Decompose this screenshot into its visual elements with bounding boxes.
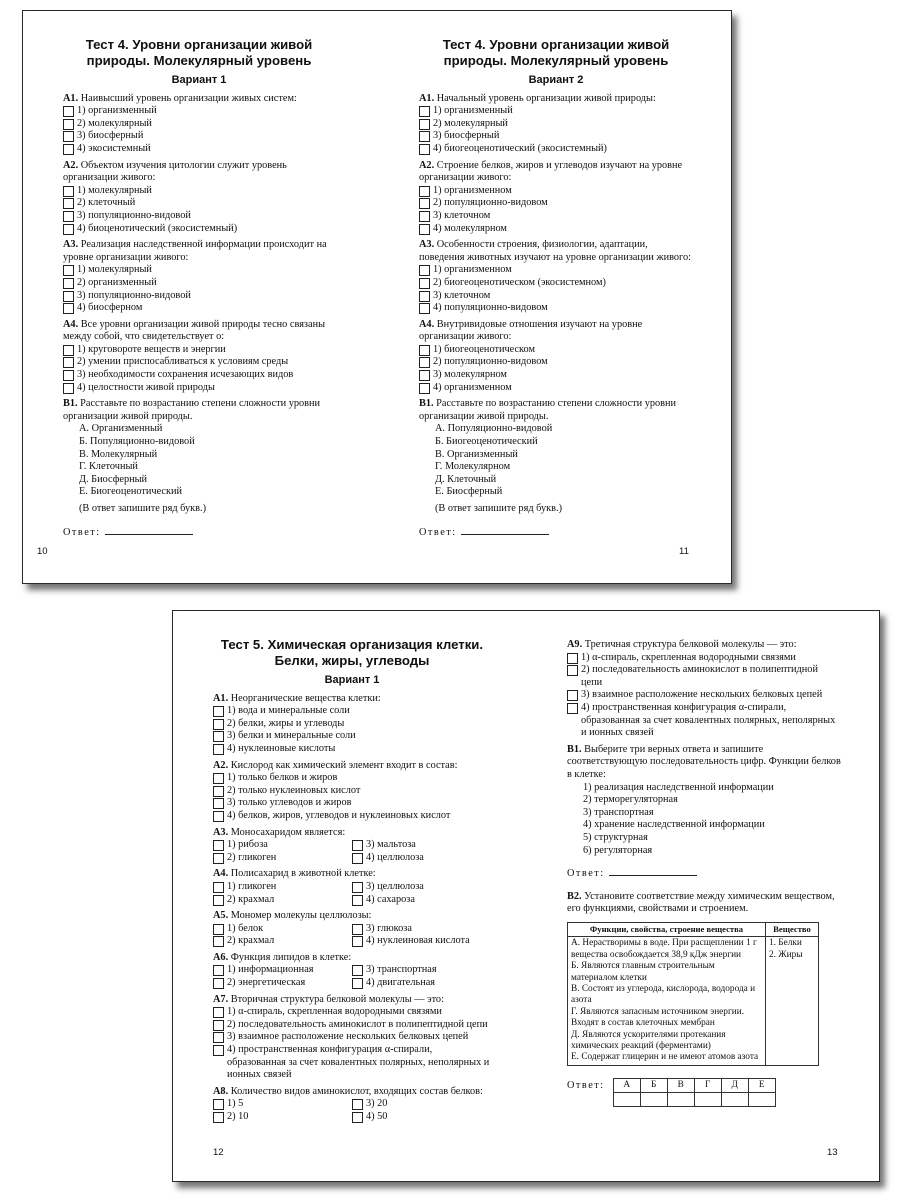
answer-checkbox[interactable] <box>213 924 224 935</box>
test-title: Тест 4. Уровни организации живой природы. Молекулярный уровень <box>442 37 670 68</box>
question-text: Вторичная структура белковой молекулы — это: <box>230 993 444 1005</box>
question-a3 <box>63 239 335 315</box>
option-label: 2) популяционно-видовом <box>433 197 548 209</box>
answer-checkbox[interactable] <box>419 345 430 356</box>
list-item: 5) структурная <box>583 831 648 843</box>
option-label: 2) популяционно-видовом <box>433 356 548 368</box>
instruction-note: (В ответ запишите ряд букв.) <box>435 503 562 514</box>
answer-checkbox[interactable] <box>63 198 74 209</box>
answer-checkbox[interactable] <box>213 895 224 906</box>
answer-checkbox[interactable] <box>213 719 224 730</box>
option-label: 1) организменном <box>433 184 512 196</box>
column-header: Вещество <box>766 922 819 936</box>
option-label: 4) нуклеиновые кислоты <box>227 742 336 754</box>
question-a2 <box>213 760 491 823</box>
test-title: Тест 4. Уровни организации живой природы. Молекулярный уровень <box>85 37 313 68</box>
question-text: Строение белков, жиров и углеводов изучают на уровне организации живого: <box>419 159 683 184</box>
answer-checkbox[interactable] <box>419 211 430 222</box>
list-item: В. Молекулярный <box>79 448 158 460</box>
question-number: А8. <box>213 1085 229 1097</box>
option-label: 3) мальтоза <box>366 839 416 851</box>
answer-checkbox[interactable] <box>213 1045 224 1056</box>
option-label: 2) умении приспосабливаться к условиям среды <box>77 356 289 368</box>
question-a3 <box>419 239 693 315</box>
question-number: А2. <box>419 159 435 171</box>
list-item: Д. Клеточный <box>435 473 497 485</box>
answer-cell[interactable] <box>694 1092 721 1106</box>
option-label: 2) энергетическая <box>227 977 306 989</box>
answer-checkbox[interactable] <box>419 383 430 394</box>
question-text: Функция липидов в клетке: <box>230 951 352 963</box>
answer-cell[interactable] <box>640 1092 667 1106</box>
option-label: 2) крахмал <box>227 893 275 905</box>
question-number: А3. <box>419 239 435 251</box>
answer-checkbox[interactable] <box>213 1099 224 1110</box>
question-a4 <box>63 319 335 395</box>
option-label: 3) только углеводов и жиров <box>227 797 352 809</box>
option-label: 3) взаимное расположение нескольких белковых цепей <box>581 689 823 701</box>
page-number: 11 <box>679 546 689 557</box>
question-text: Установите соответствие между химическим веществом, его функциями, свойствами и строением. <box>567 890 835 915</box>
question-number: А2. <box>213 759 229 771</box>
option-label: 2) крахмал <box>227 935 275 947</box>
option-label: 3) биосферный <box>433 130 500 142</box>
question-text: Третичная структура белковой молекулы — это: <box>584 639 797 650</box>
answer-label: Ответ: <box>567 1079 605 1091</box>
table-cell-item: В. Состоят из углерода, кислорода, водорода и азота <box>571 983 756 1006</box>
answer-checkbox[interactable] <box>567 703 578 714</box>
question-text: Выберите три верных ответа и запишите соответствующую последовательность цифр. Функции белков в клетке: <box>567 743 841 780</box>
question-text: Мономер молекулы целлюлозы: <box>230 910 372 922</box>
table-row <box>568 937 819 1065</box>
question-text: Наивысший уровень организации живых систем: <box>80 92 297 104</box>
question-text: Особенности строения, физиологии, адаптации, поведения животных изучают на уровне организации живого: <box>419 239 692 263</box>
answer-checkbox[interactable] <box>63 291 74 302</box>
option-label: 4) молекулярном <box>433 222 507 234</box>
option-label: 4) популяционно-видовом <box>433 302 548 314</box>
answer-label: Ответ: <box>567 868 605 880</box>
answer-checkbox[interactable] <box>213 978 224 989</box>
variant-label: Вариант 2 <box>528 74 584 86</box>
answer-label: Ответ: <box>419 526 457 538</box>
answer-letter: Д <box>721 1078 748 1092</box>
table-cell <box>568 937 766 1065</box>
question-a5 <box>213 910 491 948</box>
option-label: 4) пространственная конфигурация α-спирали, образованная за счет ковалентных полярных, неполярных и ионных связей <box>227 1044 490 1081</box>
question-a4 <box>213 868 491 906</box>
answer-checkbox[interactable] <box>352 840 363 851</box>
instruction-note: (В ответ запишите ряд букв.) <box>79 503 206 514</box>
list-item: А. Организменный <box>79 423 163 435</box>
table-header-row <box>568 922 819 936</box>
table-cell-item: А. Нерастворимы в воде. При расщеплении 1 г вещества освобождается 38,9 кДж энергии <box>571 938 757 960</box>
answer-checkbox[interactable] <box>213 731 224 742</box>
answer-letter: Е <box>748 1078 775 1092</box>
list-item: Г. Клеточный <box>79 461 138 473</box>
list-item: 3) транспортная <box>583 806 654 818</box>
test-title: Тест 5. Химическая организация клетки. Белки, жиры, углеводы <box>220 637 484 668</box>
page-spread-1 <box>22 10 732 584</box>
option-label: 3) популяционно-видовой <box>77 289 191 301</box>
option-label: 4) биоценотический (экосистемный) <box>77 222 238 234</box>
question-a1 <box>213 693 491 756</box>
variant-label: Вариант 1 <box>324 674 380 686</box>
answer-checkbox[interactable] <box>63 370 74 381</box>
question-number: В1. <box>567 743 582 755</box>
answer-checkbox[interactable] <box>213 744 224 755</box>
answer-checkbox[interactable] <box>419 370 430 381</box>
answer-checkbox[interactable] <box>63 345 74 356</box>
answer-checkbox[interactable] <box>419 198 430 209</box>
list-item: В. Организменный <box>435 448 518 460</box>
question-text: Объектом изучения цитологии служит уровень организации живого: <box>63 159 287 184</box>
question-text: Кислород как химический элемент входит в состав: <box>230 759 458 771</box>
option-label: 2) последовательность аминокислот в полипептидной цепи <box>227 1018 488 1030</box>
question-number: А4. <box>213 868 229 880</box>
question-a2 <box>63 160 335 236</box>
option-label: 3) взаимное расположение нескольких белковых цепей <box>227 1031 469 1043</box>
answer-checkbox[interactable] <box>63 278 74 289</box>
option-label: 1) организменном <box>433 264 512 276</box>
answer-checkbox[interactable] <box>352 853 363 864</box>
option-label: 2) 10 <box>227 1111 249 1122</box>
question-b2 <box>567 891 841 916</box>
answer-checkbox[interactable] <box>419 357 430 368</box>
answer-line[interactable] <box>105 524 193 535</box>
option-label: 4) нуклеиновая кислота <box>366 935 470 947</box>
column-variant-2 <box>419 37 693 539</box>
option-label: 1) α-спираль, скрепленная водородными связями <box>581 651 796 663</box>
list-item: Б. Биогеоценотический <box>435 436 538 448</box>
answer-line[interactable] <box>461 524 549 535</box>
option-label: 1) гликоген <box>227 880 277 892</box>
option-label: 4) организменном <box>433 381 512 393</box>
answer-checkbox[interactable] <box>352 1099 363 1110</box>
question-number: А2. <box>63 159 79 171</box>
answer-checkbox[interactable] <box>63 224 74 235</box>
answer-letter: Г <box>694 1078 721 1092</box>
option-label: 3) транспортная <box>366 964 437 976</box>
table-cell <box>766 937 819 1065</box>
option-label: 3) 20 <box>366 1098 388 1110</box>
option-label: 2) молекулярный <box>77 117 152 129</box>
question-text: Внутривидовые отношения изучают на уровне организации живого: <box>419 318 643 343</box>
page-number: 13 <box>827 1147 838 1158</box>
option-label: 4) биосферном <box>77 302 143 314</box>
page-number: 12 <box>213 1147 224 1158</box>
answer-checkbox[interactable] <box>419 131 430 142</box>
option-label: 1) белок <box>227 922 264 934</box>
question-number: А3. <box>63 239 79 251</box>
question-a8 <box>213 1086 491 1124</box>
option-label: 4) 50 <box>366 1111 388 1122</box>
answer-checkbox[interactable] <box>352 1112 363 1123</box>
answer-checkbox[interactable] <box>352 895 363 906</box>
question-text: Начальный уровень организации живой природы: <box>436 92 656 104</box>
answer-checkbox[interactable] <box>213 773 224 784</box>
question-text: Моносахаридом является: <box>230 826 346 838</box>
answer-checkbox[interactable] <box>213 1020 224 1031</box>
question-number: А1. <box>213 692 229 704</box>
question-number: А4. <box>419 318 435 330</box>
list-item: Д. Биосферный <box>79 473 148 485</box>
question-number: В1. <box>63 398 78 410</box>
option-label: 4) белков, жиров, углеводов и нуклеиновых кислот <box>227 809 451 821</box>
list-item: Б. Популяционно-видовой <box>79 436 195 448</box>
page-spread-2 <box>172 610 880 1182</box>
option-label: 4) экосистемный <box>77 142 151 154</box>
column-test-5-continued <box>567 639 841 1107</box>
answer-checkbox[interactable] <box>352 882 363 893</box>
option-label: 3) биосферный <box>77 130 144 142</box>
question-number: А3. <box>213 826 229 838</box>
question-a3 <box>213 827 491 865</box>
answer-checkbox[interactable] <box>213 882 224 893</box>
answer-checkbox[interactable] <box>419 224 430 235</box>
answer-checkbox[interactable] <box>63 106 74 117</box>
question-a7 <box>213 994 491 1082</box>
answer-grid-header <box>613 1078 775 1092</box>
answer-checkbox[interactable] <box>567 653 578 664</box>
column-variant-1 <box>63 37 335 539</box>
option-label: 3) клеточном <box>433 209 491 221</box>
answer-checkbox[interactable] <box>567 690 578 701</box>
option-label: 2) молекулярный <box>433 117 508 129</box>
table-cell-item: Б. Являются главным строительным материалом клетки <box>571 961 715 983</box>
answer-checkbox[interactable] <box>419 186 430 197</box>
question-number: А1. <box>419 92 435 104</box>
column-test-5 <box>213 637 491 1124</box>
option-label: 1) организменный <box>433 105 513 117</box>
answer-letter: А <box>613 1078 640 1092</box>
question-b1 <box>63 398 335 515</box>
answer-field[interactable] <box>567 865 841 881</box>
answer-checkbox[interactable] <box>63 383 74 394</box>
answer-field[interactable] <box>63 524 335 540</box>
variant-label: Вариант 1 <box>171 74 227 86</box>
option-label: 1) молекулярный <box>77 264 152 276</box>
question-a1 <box>63 93 335 156</box>
answer-checkbox[interactable] <box>419 291 430 302</box>
list-item: 4) хранение наследственной информации <box>583 819 765 831</box>
column-header: Функции, свойства, строение вещества <box>568 922 766 936</box>
question-text: Неорганические вещества клетки: <box>230 692 381 704</box>
answer-checkbox[interactable] <box>213 706 224 717</box>
answer-letter: Б <box>640 1078 667 1092</box>
answer-checkbox[interactable] <box>352 978 363 989</box>
option-label: 1) круговороте веществ и энергии <box>77 343 226 355</box>
answer-checkbox[interactable] <box>213 853 224 864</box>
answer-checkbox[interactable] <box>213 811 224 822</box>
option-label: 3) целлюлоза <box>366 880 424 892</box>
answer-grid-inputs <box>613 1092 775 1106</box>
matching-table <box>567 922 819 1066</box>
option-label: 2) гликоген <box>227 851 277 863</box>
question-a4 <box>419 319 693 395</box>
answer-checkbox[interactable] <box>352 965 363 976</box>
answer-checkbox[interactable] <box>213 1007 224 1018</box>
question-number: А5. <box>213 910 229 922</box>
answer-checkbox[interactable] <box>213 798 224 809</box>
option-label: 1) α-спираль, скрепленная водородными связями <box>227 1006 442 1018</box>
answer-letter: В <box>667 1078 694 1092</box>
question-a9 <box>567 639 841 740</box>
answer-checkbox[interactable] <box>213 840 224 851</box>
list-item: 2) терморегуляторная <box>583 794 678 806</box>
list-item: 6) регуляторная <box>583 844 653 856</box>
option-label: 1) рибоза <box>227 839 268 851</box>
answer-checkbox[interactable] <box>213 786 224 797</box>
question-number: А4. <box>63 318 79 330</box>
substance-item: 1. Белки <box>769 938 802 949</box>
list-item: Г. Молекулярном <box>435 461 511 473</box>
answer-checkbox[interactable] <box>419 106 430 117</box>
question-number: А6. <box>213 951 229 963</box>
table-cell-item: Д. Являются ускорителями протекания химических реакций (ферментами) <box>571 1029 726 1051</box>
answer-checkbox[interactable] <box>213 936 224 947</box>
option-label: 2) белки, жиры и углеводы <box>227 717 345 729</box>
question-number: А7. <box>213 993 229 1005</box>
question-a6 <box>213 952 491 990</box>
answer-grid-block <box>567 1078 841 1107</box>
answer-checkbox[interactable] <box>419 303 430 314</box>
option-label: 1) информационная <box>227 964 314 976</box>
list-item: 1) реализация наследственной информации <box>583 781 774 793</box>
answer-cell[interactable] <box>748 1092 775 1106</box>
question-text: Расставьте по возрастанию степени сложности уровни организации живой природы. <box>63 398 321 422</box>
option-label: 1) организменный <box>77 105 157 117</box>
question-text: Все уровни организации живой природы тесно связаны между собой, что свидетельствует о: <box>63 318 325 343</box>
answer-grid <box>613 1078 776 1107</box>
option-label: 3) клеточном <box>433 289 491 301</box>
question-b1 <box>567 744 841 857</box>
answer-checkbox[interactable] <box>63 211 74 222</box>
question-number: А1. <box>63 92 79 104</box>
option-label: 2) последовательность аминокислот в полипептидной цепи <box>581 664 818 688</box>
option-label: 4) биогеоценотический (экосистемный) <box>433 142 607 154</box>
question-text: Реализация наследственной информации происходит на уровне организации живого: <box>63 239 327 263</box>
option-label: 1) только белков и жиров <box>227 772 338 784</box>
page-number: 10 <box>37 546 48 557</box>
answer-checkbox[interactable] <box>419 144 430 155</box>
option-label: 2) биогеоценотическом (экосистемном) <box>433 276 606 288</box>
question-a2 <box>419 160 693 236</box>
option-label: 3) необходимости сохранения исчезающих видов <box>77 369 294 381</box>
answer-checkbox[interactable] <box>63 144 74 155</box>
option-label: 3) глюкоза <box>366 922 412 934</box>
answer-checkbox[interactable] <box>567 665 578 676</box>
answer-cell[interactable] <box>667 1092 694 1106</box>
option-label: 4) двигательная <box>366 977 436 989</box>
question-number: В1. <box>419 398 434 410</box>
answer-checkbox[interactable] <box>419 278 430 289</box>
option-label: 4) пространственная конфигурация α-спирали, образованная за счет ковалентных полярных, неполярных и ионных связей <box>581 701 836 739</box>
answer-cell[interactable] <box>613 1092 640 1106</box>
answer-checkbox[interactable] <box>63 131 74 142</box>
question-number: В2. <box>567 890 582 902</box>
option-label: 3) белки и минеральные соли <box>227 730 356 742</box>
answer-checkbox[interactable] <box>63 186 74 197</box>
option-label: 2) клеточный <box>77 197 136 209</box>
answer-checkbox[interactable] <box>352 936 363 947</box>
substance-item: 2. Жиры <box>769 949 803 960</box>
answer-label: Ответ: <box>63 526 101 538</box>
list-item: А. Популяционно-видовой <box>435 423 553 435</box>
option-label: 1) вода и минеральные соли <box>227 705 350 717</box>
option-label: 4) целлюлоза <box>366 851 424 863</box>
answer-checkbox[interactable] <box>63 119 74 130</box>
option-label: 1) биогеоценотическом <box>433 343 535 355</box>
option-label: 1) 5 <box>227 1098 244 1110</box>
question-text: Расставьте по возрастанию степени сложности уровни организации живой природы. <box>419 398 677 422</box>
answer-checkbox[interactable] <box>419 265 430 276</box>
answer-field[interactable] <box>419 524 693 540</box>
option-label: 3) молекулярном <box>433 369 507 381</box>
answer-checkbox[interactable] <box>63 265 74 276</box>
answer-checkbox[interactable] <box>213 1112 224 1123</box>
list-item: Е. Биогеоценотический <box>79 486 183 498</box>
question-b1 <box>419 398 693 515</box>
option-label: 4) целостности живой природы <box>77 381 215 393</box>
answer-checkbox[interactable] <box>213 965 224 976</box>
question-text: Полисахарид в животной клетке: <box>230 868 376 880</box>
answer-cell[interactable] <box>721 1092 748 1106</box>
answer-checkbox[interactable] <box>352 924 363 935</box>
option-label: 3) популяционно-видовой <box>77 209 191 221</box>
table-cell-item: Г. Являются запасным источником энергии. Входят в состав клеточных мембран <box>571 1006 745 1029</box>
question-number: А9. <box>567 639 583 650</box>
answer-checkbox[interactable] <box>63 357 74 368</box>
question-a1 <box>419 93 693 156</box>
option-label: 4) сахароза <box>366 893 415 905</box>
option-label: 2) только нуклеиновых кислот <box>227 784 361 796</box>
option-label: 1) молекулярный <box>77 184 152 196</box>
question-text: Количество видов аминокислот, входящих состав белков: <box>230 1085 483 1097</box>
list-item: Е. Биосферный <box>435 486 503 498</box>
answer-line[interactable] <box>609 865 697 876</box>
table-cell-item: Е. Содержат глицерин и не имеют атомов азота <box>571 1052 759 1063</box>
answer-checkbox[interactable] <box>63 303 74 314</box>
answer-checkbox[interactable] <box>213 1032 224 1043</box>
option-label: 2) организменный <box>77 276 157 288</box>
answer-checkbox[interactable] <box>419 119 430 130</box>
